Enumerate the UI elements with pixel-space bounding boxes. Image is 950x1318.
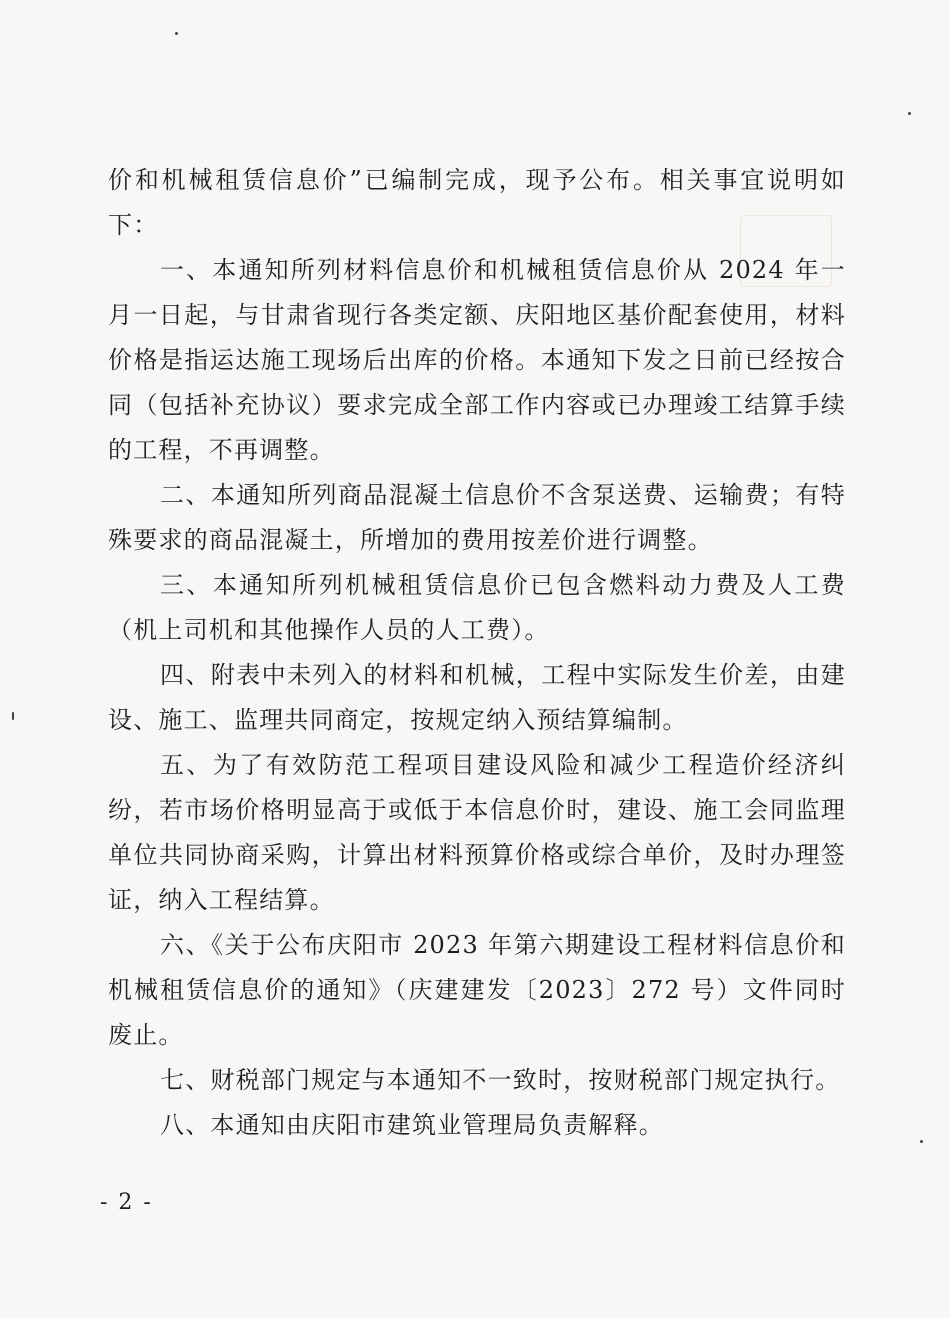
paragraph-item-6: 六、《关于公布庆阳市 2023 年第六期建设工程材料信息价和机械租赁信息价的通知》（庆建建发〔2023〕272 号）文件同时废止。 [108, 931, 846, 1049]
paragraph-intro: 价和机械租赁信息价”已编制完成，现予公布。相关事宜说明如下： [108, 166, 846, 239]
page-number: - 2 - [100, 1190, 153, 1215]
scan-speck [12, 712, 14, 720]
paragraph-item-3: 三、本通知所列机械租赁信息价已包含燃料动力费及人工费（机上司机和其他操作人员的人工费）。 [108, 571, 846, 644]
scan-speck [175, 32, 178, 35]
paragraph-item-4: 四、附表中未列入的材料和机械，工程中实际发生价差，由建设、施工、监理共同商定，按规定纳入预结算编制。 [108, 661, 846, 734]
scan-speck [920, 1140, 923, 1143]
paragraph-item-7: 七、财税部门规定与本通知不一致时，按财税部门规定执行。 [160, 1066, 841, 1094]
paragraph-item-5: 五、为了有效防范工程项目建设风险和减少工程造价经济纠纷，若市场价格明显高于或低于本信息价时，建设、施工会同监理单位共同协商采购，计算出材料预算价格或综合单价，及时办理签证，纳入工程结算。 [108, 751, 846, 914]
paragraph-item-2: 二、本通知所列商品混凝土信息价不含泵送费、运输费；有特殊要求的商品混凝土，所增加的费用按差价进行调整。 [108, 481, 846, 554]
paragraph-item-8: 八、本通知由庆阳市建筑业管理局负责解释。 [160, 1111, 664, 1139]
document-body [108, 158, 846, 1148]
scan-speck [908, 112, 911, 115]
paragraph-item-1: 一、本通知所列材料信息价和机械租赁信息价从 2024 年一月一日起，与甘肃省现行各类定额、庆阳地区基价配套使用，材料价格是指运达施工现场后出库的价格。本通知下发之日前已经按合同（包括补充协议）要求完成全部工作内容或已办理竣工结算手续的工程，不再调整。 [108, 256, 846, 464]
